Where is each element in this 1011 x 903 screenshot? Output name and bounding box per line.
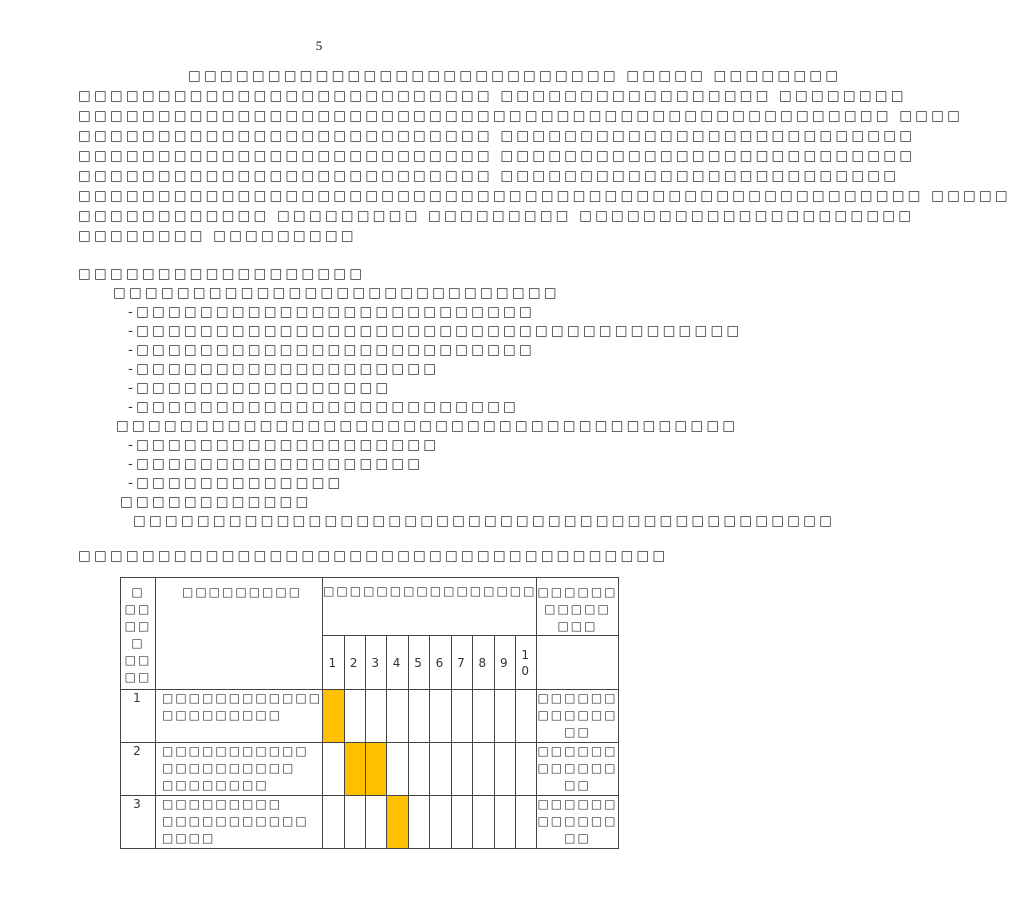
subsection-heading: □□□□□□□□□□□□□□□□□□□□□□□□□□□□□□□□□□□□□□□: [116, 418, 739, 434]
week-label: 9: [494, 636, 515, 690]
list-item: -□□□□□□□□□□□□□□□□: [128, 380, 392, 396]
week-label: 8: [473, 636, 494, 690]
header-activity: □□□□□□□□□: [156, 578, 323, 690]
table-row: [121, 690, 619, 743]
table-row: [121, 796, 619, 849]
row-activity: □□□□□□□□□ □□□□□□□□□□□ □□□□: [156, 796, 323, 849]
week-cell: [451, 743, 472, 796]
week-label: 7: [451, 636, 472, 690]
week-label: 6: [430, 636, 451, 690]
week-cell: [408, 796, 429, 849]
week-label: 5: [408, 636, 429, 690]
week-cell: [408, 743, 429, 796]
week-label: 2: [344, 636, 365, 690]
row-step: 2: [121, 743, 156, 796]
week-cell: [365, 690, 386, 743]
header-responsible-blank: [537, 636, 618, 690]
week-cell: [323, 796, 344, 849]
week-cell: [387, 743, 408, 796]
paragraph-line: □□□□□□□□□□□□ □□□□□□□□□ □□□□□□□□□ □□□□□□□□□□□□□□□□□□□□□: [78, 208, 915, 224]
page-number: 5: [315, 38, 323, 53]
list-item: -□□□□□□□□□□□□□□□□□□□: [128, 437, 440, 453]
list-item: -□□□□□□□□□□□□□: [128, 475, 344, 491]
paragraph-line: □□□□□□□□□□□□□□□□□□□□□□□□□□□ □□□□□ □□□□□□□□: [188, 68, 842, 84]
week-cell-scheduled: [344, 743, 365, 796]
week-cell: [365, 796, 386, 849]
row-responsible: □□□□□□ □□□□□□ □□: [537, 690, 618, 743]
row-activity: □□□□□□□□□□□ □□□□□□□□□□ □□□□□□□□: [156, 743, 323, 796]
week-cell: [430, 690, 451, 743]
header-responsible: □□□□□□ □□□□□ □□□: [537, 578, 618, 636]
week-cell: [494, 690, 515, 743]
week-cell: [451, 690, 472, 743]
list-item: -□□□□□□□□□□□□□□□□□□□□□□□□□: [128, 342, 535, 358]
paragraph-line: □□□□□□□□□□□□□□□□□□□□□□□□□□□□□□□□□□□□□□□□□□□□□□□□□□□□□ □□□□□: [78, 188, 1011, 204]
week-cell: [344, 796, 365, 849]
week-cell-scheduled: [365, 743, 386, 796]
week-cell: [494, 743, 515, 796]
paragraph-line: □□□□□□□□ □□□□□□□□□: [78, 228, 357, 244]
paragraph-line: □□□□□□□□□□□□□□□□□□□□□□□□□□ □□□□□□□□□□□□□□□□□ □□□□□□□□: [78, 88, 907, 104]
list-item: -□□□□□□□□□□□□□□□□□□□□□□□□□□□□□□□□□□□□□□: [128, 323, 743, 339]
subsection-heading: □□□□□□□□□□□□□□□□□□□□□□□□□□□□: [113, 285, 560, 301]
list-item: -□□□□□□□□□□□□□□□□□□: [128, 456, 424, 472]
paragraph-line: □□□□□□□□□□□□□□□□□□□□□□□□□□□□□□□□□□□□□□□□□□□□□□□□□□□ □□□□: [78, 108, 964, 124]
week-cell: [473, 743, 494, 796]
week-cell: [451, 796, 472, 849]
week-cell: [430, 743, 451, 796]
week-label: 3: [365, 636, 386, 690]
paragraph-line: □□□□□□□□□□□□□□□□□□□□□□□□□□ □□□□□□□□□□□□□□□□□□□□□□□□□□: [78, 128, 916, 144]
week-label: 1 0: [516, 636, 537, 690]
table-row: [121, 743, 619, 796]
week-cell: [344, 690, 365, 743]
week-cell: [387, 690, 408, 743]
row-step: 1: [121, 690, 156, 743]
paragraph-line: □□□□□□□□□□□□□□□□□□□□□□□□□□ □□□□□□□□□□□□□□□□□□□□□□□□□□: [78, 148, 916, 164]
row-responsible: □□□□□□ □□□□□□ □□: [537, 743, 618, 796]
section-heading: □□□□□□□□□□□□□□□□□□: [78, 266, 366, 282]
week-cell: [516, 690, 537, 743]
week-cell: [473, 796, 494, 849]
week-cell: [516, 796, 537, 849]
row-activity: □□□□□□□□□□□□ □□□□□□□□□: [156, 690, 323, 743]
header-period: □□□□□□□□□□□□□□□□: [323, 578, 537, 636]
week-cell: [473, 690, 494, 743]
paragraph-line: □□□□□□□□□□□□□□□□□□□□□□□□□□□□□□□□□□□□□□□□□□□□: [133, 513, 836, 529]
list-item: -□□□□□□□□□□□□□□□□□□□□□□□□: [128, 399, 519, 415]
table-header-row: [121, 578, 619, 636]
week-cell: [323, 743, 344, 796]
header-step: □ □□ □□ □ □□ □□: [121, 578, 156, 690]
list-item: -□□□□□□□□□□□□□□□□□□□□□□□□□: [128, 304, 535, 320]
week-cell: [408, 690, 429, 743]
table-heading: □□□□□□□□□□□□□□□□□□□□□□□□□□□□□□□□□□□□□: [78, 548, 669, 564]
subsection-heading: □□□□□□□□□□□□: [120, 494, 312, 510]
week-label: 1: [323, 636, 344, 690]
list-item: -□□□□□□□□□□□□□□□□□□□: [128, 361, 440, 377]
row-step: 3: [121, 796, 156, 849]
week-label: 4: [387, 636, 408, 690]
week-cell: [494, 796, 515, 849]
week-cell: [430, 796, 451, 849]
week-cell: [516, 743, 537, 796]
week-cell-scheduled: [323, 690, 344, 743]
paragraph-line: □□□□□□□□□□□□□□□□□□□□□□□□□□ □□□□□□□□□□□□□□□□□□□□□□□□□: [78, 168, 900, 184]
plan-table: [120, 577, 619, 849]
row-responsible: □□□□□□ □□□□□□ □□: [537, 796, 618, 849]
week-cell-scheduled: [387, 796, 408, 849]
